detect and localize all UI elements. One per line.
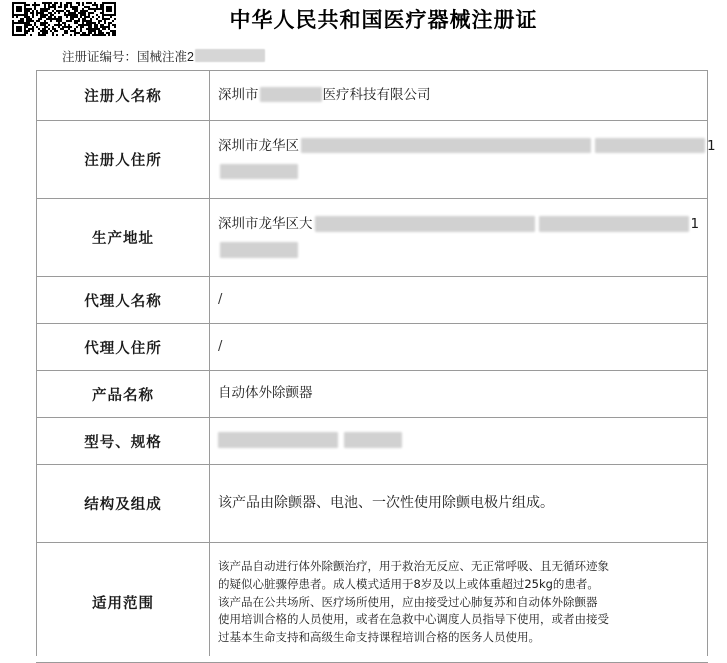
row-label: 生产地址 [37, 199, 210, 276]
row-value [210, 71, 707, 120]
row-value [210, 418, 707, 464]
row-label: 代理人住所 [37, 324, 210, 370]
row-label: 产品名称 [37, 371, 210, 417]
table-row [37, 71, 707, 121]
scope-line: 该产品在公共场所、医疗场所使用，应由接受过心肺复苏和自动体外除颤器 [218, 594, 598, 609]
row-value [210, 121, 724, 198]
row-value: 该产品由除颤器、电池、一次性使用除颤电极片组成。 [218, 495, 554, 512]
row-value: / [218, 291, 223, 307]
row-value [210, 199, 707, 276]
table-row [37, 543, 707, 663]
table-row [37, 371, 707, 418]
document-header [0, 0, 727, 44]
certificate-table [36, 70, 716, 663]
redaction-block [344, 432, 402, 448]
certificate-number [0, 44, 727, 68]
row-label: 注册人名称 [37, 71, 210, 120]
registrant-address-suffix: 1 [707, 137, 716, 154]
registrant-name-prefix: 深圳市 [218, 86, 259, 103]
page-title: 中华人民共和国医疗器械注册证 [229, 8, 538, 32]
certificate-number-redaction [195, 49, 265, 62]
redaction-block [220, 242, 298, 258]
row-label: 注册人住所 [37, 121, 210, 198]
scope-paragraph [218, 558, 699, 647]
table-row [37, 277, 707, 324]
row-value: 自动体外除颤器 [218, 385, 313, 402]
certificate-number-label: 注册证编号：国械注准2 [62, 50, 194, 64]
table-row [37, 465, 707, 543]
redaction-block [301, 138, 591, 153]
redaction-block [260, 87, 322, 102]
scope-line: 的疑似心脏骤停患者。成人模式适用于8岁及以上或体重超过25kg的患者。 [218, 576, 599, 591]
table-row [37, 121, 716, 199]
factory-address-prefix: 深圳市龙华区大 [218, 215, 313, 232]
scope-line: 使用培训合格的人员使用，或者在急救中心调度人员指导下使用，或者由接受 [218, 612, 609, 627]
row-label: 代理人名称 [37, 277, 210, 323]
registrant-name-suffix: 医疗科技有限公司 [322, 86, 431, 103]
page-bottom-cut [0, 656, 727, 662]
row-label: 型号、规格 [37, 418, 210, 464]
row-value [210, 543, 707, 662]
row-label: 结构及组成 [37, 465, 210, 542]
redaction-block [595, 138, 705, 153]
redaction-block [220, 164, 298, 179]
redaction-block [539, 216, 689, 232]
table-row [37, 324, 707, 371]
redaction-block [218, 432, 338, 448]
row-value: / [218, 338, 223, 354]
scope-line: 过基本生命支持和高级生命支持课程培训合格的医务人员使用。 [218, 630, 540, 645]
registrant-address-prefix: 深圳市龙华区 [218, 137, 299, 154]
row-label: 适用范围 [37, 543, 210, 662]
table-row [37, 199, 707, 277]
table-row [37, 418, 707, 465]
scope-line: 该产品自动进行体外除颤治疗，用于救治无反应、无正常呼吸、且无循环迹象 [218, 558, 609, 573]
redaction-block [315, 216, 535, 232]
factory-address-suffix: 1 [690, 215, 700, 232]
